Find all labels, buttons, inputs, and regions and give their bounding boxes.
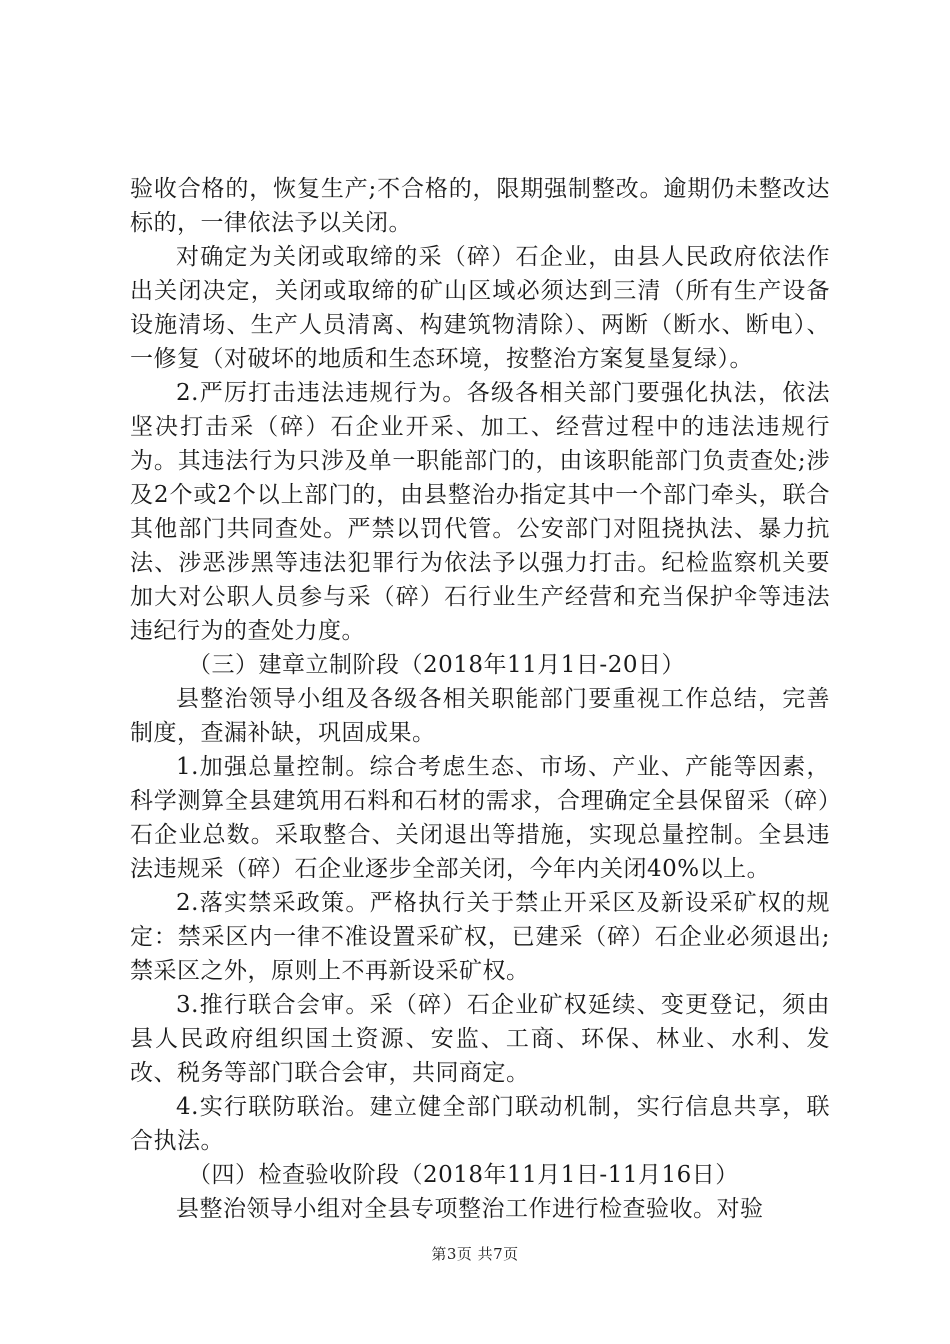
page-number-footer: 第3页 共7页: [431, 1245, 519, 1263]
paragraph-continuation: 验收合格的，恢复生产;不合格的，限期强制整改。逾期仍未整改达标的，一律依法予以关闭。: [130, 176, 830, 236]
document-body: [130, 172, 830, 1226]
paragraph-ban-policy: 2.落实禁采政策。严格执行关于禁止开采区及新设采矿权的规定：禁采区内一律不准设置采矿权，已建采（碎）石企业必须退出;禁采区之外，原则上不再新设采矿权。: [130, 890, 830, 984]
paragraph-closure-requirements: 对确定为关闭或取缔的采（碎）石企业，由县人民政府依法作出关闭决定，关闭或取缔的矿山区域必须达到三清（所有生产设备设施清场、生产人员清离、构建筑物清除）、两断（断水、断电）、一修复（对破坏的地质和生态环境，按整治方案复垦复绿）。: [130, 244, 830, 372]
paragraph-inspection-intro: 县整治领导小组对全县专项整治工作进行检查验收。对验: [176, 1196, 764, 1222]
paragraph-crackdown: 2.严厉打击违法违规行为。各级各相关部门要强化执法，依法坚决打击采（碎）石企业开采、加工、经营过程中的违法违规行为。其违法行为只涉及单一职能部门的，由该职能部门负责查处;涉及2个或2个以上部门的，由县整治办指定其中一个部门牵头，联合其他部门共同查处。严禁以罚代管。公安部门对阻挠执法、暴力抗法、涉恶涉黑等违法犯罪行为依法予以强力打击。纪检监察机关要加大对公职人员参与采（碎）石行业生产经营和充当保护伞等违法违纪行为的查处力度。: [130, 380, 830, 644]
paragraph-joint-review: 3.推行联合会审。采（碎）石企业矿权延续、变更登记，须由县人民政府组织国土资源、安监、工商、环保、林业、水利、发改、税务等部门联合会审，共同商定。: [130, 992, 830, 1086]
section-heading-rules-stage: （三）建章立制阶段（2018年11月1日-20日）: [188, 652, 685, 678]
paragraph-joint-enforcement: 4.实行联防联治。建立健全部门联动机制，实行信息共享，联合执法。: [130, 1094, 830, 1154]
paragraph-rules-intro: 县整治领导小组及各级各相关职能部门要重视工作总结，完善制度，查漏补缺，巩固成果。: [130, 686, 830, 746]
section-heading-inspection-stage: （四）检查验收阶段（2018年11月1日-11月16日）: [188, 1162, 739, 1188]
paragraph-total-control: 1.加强总量控制。综合考虑生态、市场、产业、产能等因素，科学测算全县建筑用石料和石材的需求，合理确定全县保留采（碎）石企业总数。采取整合、关闭退出等措施，实现总量控制。全县违法违规采（碎）石企业逐步全部关闭，今年内关闭40%以上。: [130, 754, 830, 882]
